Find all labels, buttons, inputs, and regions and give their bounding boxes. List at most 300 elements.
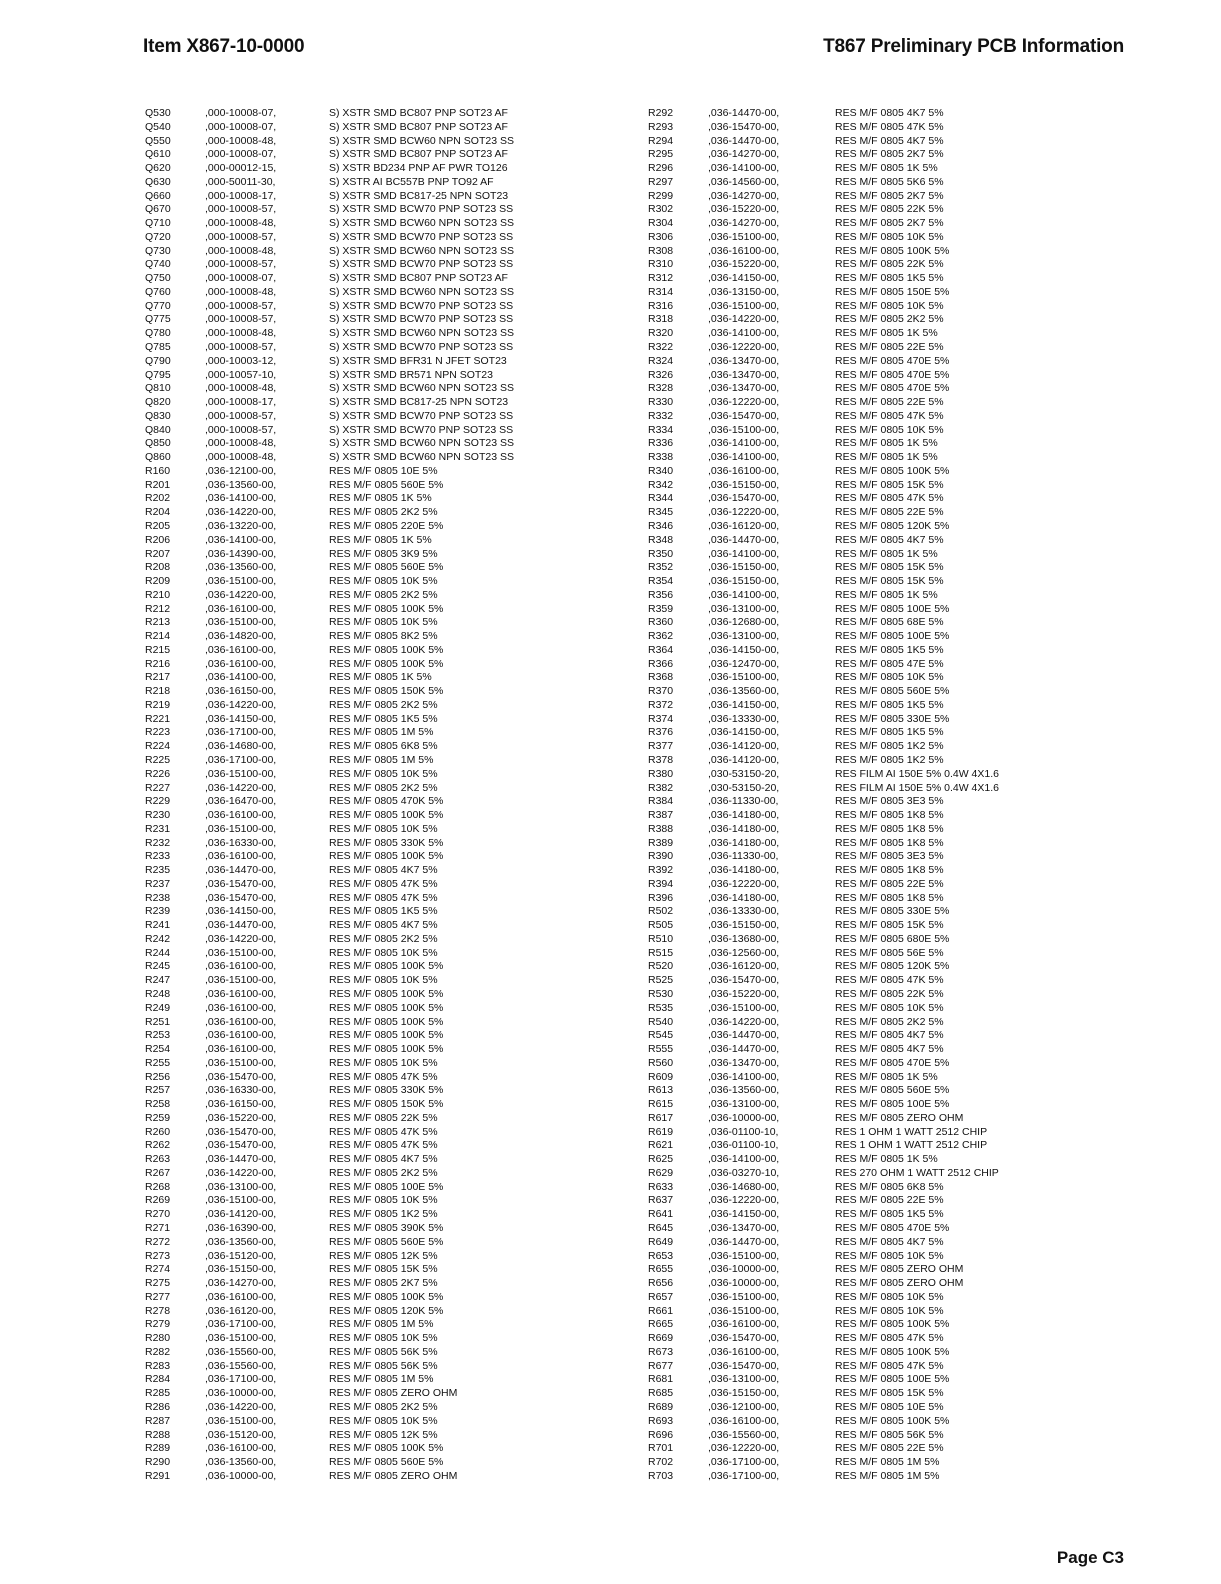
part-number: ,036-14180-00, [708,891,780,904]
part-number: ,036-14150-00, [708,698,780,711]
part-number: ,036-14120-00, [708,753,780,766]
part-row [648,754,1038,768]
part-number: ,036-14560-00, [708,175,780,188]
part-description: RES M/F 0805 2K2 5% [329,932,438,945]
part-row [145,520,565,534]
part-reference: R685 [648,1387,674,1400]
part-description: RES M/F 0805 3K9 5% [329,547,438,560]
part-row [648,740,1038,754]
part-description: RES M/F 0805 2K2 5% [329,1166,438,1179]
part-row [145,1084,565,1098]
part-number: ,036-15150-00, [708,1387,780,1400]
part-row [145,1126,565,1140]
part-reference: R502 [648,905,674,918]
part-reference: R394 [648,877,674,890]
part-description: RES M/F 0805 1K 5% [835,1070,938,1083]
part-number: ,036-14470-00, [708,533,780,546]
part-number: ,036-16100-00, [708,464,780,477]
part-row [145,1098,565,1112]
part-description: RES M/F 0805 1K 5% [835,588,938,601]
part-description: S) XSTR SMD BC807 PNP SOT23 AF [329,148,508,161]
part-reference: R348 [648,533,674,546]
part-number: ,036-10000-00, [708,1111,780,1124]
part-description: RES M/F 0805 10K 5% [329,1414,438,1427]
part-number: ,036-14470-00, [205,864,277,877]
part-description: RES M/F 0805 56K 5% [835,1428,944,1441]
part-reference: R248 [145,988,171,1000]
part-number: ,036-12220-00, [708,877,780,890]
part-reference: R280 [145,1332,171,1345]
part-row [145,1470,565,1484]
part-number: ,036-14470-00, [708,1043,780,1056]
part-description: RES M/F 0805 470E 5% [835,368,950,381]
part-number: ,036-15100-00, [708,1001,780,1014]
part-reference: R615 [648,1098,674,1111]
part-row [145,1194,565,1208]
part-row [648,258,1038,272]
part-row [145,795,565,809]
part-number: ,036-16150-00, [205,1098,277,1111]
part-row [145,1167,565,1181]
part-number: ,036-12470-00, [708,657,780,670]
part-reference: Q550 [145,134,171,147]
part-description: RES M/F 0805 100K 5% [329,1290,444,1303]
part-row [145,479,565,493]
part-number: ,000-50011-30, [205,175,276,188]
part-reference: R555 [648,1043,674,1056]
part-description: RES M/F 0805 560E 5% [329,1456,444,1469]
part-row [145,327,565,341]
part-number: ,036-13560-00, [205,478,277,491]
part-number: ,036-16100-00, [205,643,277,656]
part-description: RES M/F 0805 47K 5% [835,974,944,987]
part-row [648,203,1038,217]
part-reference: R255 [145,1056,171,1069]
part-number: ,036-15100-00, [205,575,277,588]
part-reference: R515 [648,946,674,959]
part-description: RES 270 OHM 1 WATT 2512 CHIP [835,1166,999,1179]
part-description: RES M/F 0805 1K5 5% [835,643,944,656]
part-reference: Q760 [145,285,171,298]
part-description: RES FILM AI 150E 5% 0.4W 4X1.6 [835,781,999,794]
part-number: ,036-13560-00, [205,1235,277,1248]
part-description: RES M/F 0805 2K2 5% [835,313,944,326]
part-reference: R210 [145,588,171,601]
part-number: ,036-12100-00, [708,1400,780,1413]
part-description: RES M/F 0805 5K6 5% [835,175,944,188]
part-description: RES M/F 0805 ZERO OHM [329,1387,458,1400]
part-number: ,036-14150-00, [708,726,780,739]
part-description: RES M/F 0805 10E 5% [329,464,438,477]
part-number: ,036-14100-00, [708,327,780,340]
part-description: RES M/F 0805 100K 5% [329,1029,444,1042]
page-number: Page C3 [1056,1548,1124,1567]
part-number: ,036-14270-00, [708,148,780,161]
part-row [648,864,1038,878]
part-row [145,396,565,410]
part-row [648,960,1038,974]
part-reference: R207 [145,547,171,560]
part-reference: R230 [145,809,171,822]
part-reference: R271 [145,1222,171,1235]
part-row [145,121,565,135]
part-row [648,1470,1038,1484]
part-reference: R233 [145,850,171,863]
part-description: RES 1 OHM 1 WATT 2512 CHIP [835,1125,988,1138]
part-row [648,1236,1038,1250]
part-description: S) XSTR BD234 PNP AF PWR TO126 [329,162,508,175]
part-number: ,030-53150-20, [708,781,780,794]
part-row [145,809,565,823]
part-description: S) XSTR SMD BR571 NPN SOT23 [329,368,493,381]
part-row [648,575,1038,589]
part-row [145,1222,565,1236]
part-row [648,699,1038,713]
part-row [145,644,565,658]
part-number: ,000-10008-07, [205,120,277,133]
part-number: ,036-15470-00, [205,1139,277,1152]
part-description: RES M/F 0805 1M 5% [329,726,434,739]
part-reference: R372 [648,698,674,711]
part-description: RES M/F 0805 560E 5% [329,1235,444,1248]
part-description: RES M/F 0805 1K8 5% [835,822,944,835]
part-number: ,036-17100-00, [205,753,277,766]
part-number: ,000-10008-48, [205,451,277,464]
part-row [145,1236,565,1250]
part-number: ,036-11330-00, [708,795,779,808]
part-row [648,782,1038,796]
part-description: RES M/F 0805 3E3 5% [835,795,944,808]
part-reference: R241 [145,919,171,932]
part-reference: R540 [648,1015,674,1028]
part-description: RES M/F 0805 4K7 5% [835,134,944,147]
part-row [648,1084,1038,1098]
part-reference: R289 [145,1442,171,1455]
part-reference: Q795 [145,368,171,381]
part-description: RES M/F 0805 10K 5% [835,230,944,243]
part-description: RES M/F 0805 10K 5% [835,671,944,684]
part-reference: Q780 [145,327,171,340]
part-number: ,036-15150-00, [708,561,780,574]
part-row [145,1387,565,1401]
part-description: RES M/F 0805 22E 5% [835,341,944,354]
part-reference: R273 [145,1249,171,1262]
part-number: ,036-15100-00, [205,822,277,835]
part-reference: R328 [648,382,674,395]
part-reference: R689 [648,1400,674,1413]
part-number: ,036-14120-00, [205,1208,277,1221]
part-reference: R354 [648,575,674,588]
part-number: ,036-15560-00, [205,1359,277,1372]
part-description: RES M/F 0805 1K2 5% [835,753,944,766]
part-row [145,1002,565,1016]
part-description: RES M/F 0805 47K 5% [835,409,944,422]
part-reference: R352 [648,561,674,574]
part-description: RES M/F 0805 68E 5% [835,616,944,629]
part-reference: R389 [648,836,674,849]
part-reference: R370 [648,685,674,698]
part-reference: R270 [145,1208,171,1221]
part-number: ,036-12220-00, [708,1442,780,1455]
part-row [648,1318,1038,1332]
part-reference: R299 [648,189,674,202]
part-description: RES M/F 0805 1K8 5% [835,836,944,849]
part-reference: Q530 [145,107,171,119]
part-reference: R282 [145,1345,171,1358]
part-number: ,036-13100-00, [708,1098,780,1111]
part-row [145,190,565,204]
part-number: ,036-16100-00, [205,1001,277,1014]
part-row [145,960,565,974]
part-description: RES M/F 0805 10K 5% [329,1194,438,1207]
part-row [648,1360,1038,1374]
part-reference: R296 [648,162,674,175]
part-number: ,036-12100-00, [205,464,277,477]
part-number: ,036-12220-00, [708,396,780,409]
part-number: ,036-10000-00, [708,1263,780,1276]
part-description: S) XSTR SMD BCW70 PNP SOT23 SS [329,313,514,326]
part-number: ,036-15100-00, [205,1194,277,1207]
part-reference: Q810 [145,382,171,395]
part-description: RES M/F 0805 1K 5% [835,162,938,175]
part-description: RES M/F 0805 2K7 5% [835,148,944,161]
part-number: ,036-14470-00, [708,1029,780,1042]
part-reference: R223 [145,726,171,739]
part-row [145,988,565,1002]
part-reference: Q790 [145,354,171,367]
part-description: RES M/F 0805 100K 5% [329,960,444,973]
part-row [145,548,565,562]
part-row [648,795,1038,809]
part-reference: R661 [648,1304,674,1317]
part-description: RES M/F 0805 ZERO OHM [835,1263,964,1276]
part-number: ,036-14180-00, [708,809,780,822]
part-number: ,036-14270-00, [205,1277,277,1290]
part-reference: R374 [648,712,674,725]
part-reference: Q820 [145,396,171,409]
part-reference: R681 [648,1373,674,1386]
part-reference: R267 [145,1166,171,1179]
part-number: ,036-16120-00, [708,960,780,973]
part-description: RES M/F 0805 1K 5% [329,533,432,546]
part-reference: R350 [648,547,674,560]
part-number: ,000-10008-17, [205,396,277,409]
part-description: RES M/F 0805 47K 5% [835,1359,944,1372]
part-description: RES M/F 0805 100K 5% [329,602,444,615]
part-reference: R380 [648,767,674,780]
part-number: ,036-15100-00, [205,1332,277,1345]
part-row [648,1442,1038,1456]
part-description: RES M/F 0805 10K 5% [835,423,944,436]
part-row [145,754,565,768]
part-row [648,437,1038,451]
part-reference: R368 [648,671,674,684]
part-reference: R560 [648,1056,674,1069]
part-row [648,1029,1038,1043]
part-reference: R269 [145,1194,171,1207]
part-reference: R649 [648,1235,674,1248]
part-description: RES M/F 0805 10K 5% [835,1304,944,1317]
part-description: RES M/F 0805 560E 5% [835,1084,950,1097]
part-number: ,000-10008-48, [205,327,277,340]
part-number: ,036-16100-00, [205,657,277,670]
part-description: RES M/F 0805 1K8 5% [835,809,944,822]
part-description: S) XSTR SMD BC817-25 NPN SOT23 [329,189,509,202]
part-description: RES M/F 0805 390K 5% [329,1222,444,1235]
part-row [145,506,565,520]
part-number: ,036-14220-00, [205,588,277,601]
part-number: ,036-14220-00, [205,781,277,794]
part-description: RES M/F 0805 2K7 5% [835,189,944,202]
part-number: ,036-15470-00, [708,409,780,422]
part-reference: R204 [145,506,171,519]
part-reference: R302 [648,203,674,216]
part-reference: R260 [145,1125,171,1138]
part-row [145,107,565,121]
part-reference: R396 [648,891,674,904]
part-number: ,036-13220-00, [205,519,277,532]
part-reference: R510 [648,932,674,945]
part-description: RES M/F 0805 47K 5% [329,1125,438,1138]
part-description: RES M/F 0805 15K 5% [835,478,944,491]
part-reference: R235 [145,864,171,877]
part-row [648,190,1038,204]
part-description: RES M/F 0805 10K 5% [329,767,438,780]
part-description: RES M/F 0805 2K7 5% [835,217,944,230]
part-row [648,272,1038,286]
part-row [648,1208,1038,1222]
part-description: RES M/F 0805 100K 5% [329,1043,444,1056]
part-description: RES M/F 0805 100K 5% [835,1318,950,1331]
part-reference: R330 [648,396,674,409]
part-row [648,410,1038,424]
part-description: RES M/F 0805 1K5 5% [835,272,944,285]
part-row [145,905,565,919]
part-reference: R520 [648,960,674,973]
part-reference: R232 [145,836,171,849]
part-number: ,036-14270-00, [708,189,780,202]
part-row [145,1250,565,1264]
part-reference: R212 [145,602,171,615]
part-number: ,036-15100-00, [708,1290,780,1303]
part-number: ,036-17100-00, [205,1318,277,1331]
part-number: ,036-16100-00, [205,988,277,1000]
part-description: S) XSTR SMD BCW70 PNP SOT23 SS [329,203,514,216]
part-reference: Q850 [145,437,171,450]
part-row [145,437,565,451]
part-row [145,1016,565,1030]
part-description: RES M/F 0805 560E 5% [835,685,950,698]
part-description: RES M/F 0805 4K7 5% [835,533,944,546]
part-row [648,479,1038,493]
part-description: RES M/F 0805 100E 5% [835,602,950,615]
part-number: ,000-10003-12, [205,354,277,367]
part-reference: R673 [648,1345,674,1358]
part-row [145,837,565,851]
part-number: ,036-16470-00, [205,795,277,808]
part-number: ,000-10008-57, [205,258,277,271]
part-number: ,036-15100-00, [708,1304,780,1317]
part-description: RES M/F 0805 15K 5% [835,575,944,588]
part-number: ,036-14470-00, [205,919,277,932]
part-row [145,424,565,438]
part-description: RES M/F 0805 10K 5% [329,1056,438,1069]
part-reference: R254 [145,1043,171,1056]
part-description: RES M/F 0805 100K 5% [329,1442,444,1455]
part-reference: R225 [145,753,171,766]
part-row [648,658,1038,672]
part-reference: R625 [648,1153,674,1166]
part-description: S) XSTR SMD BFR31 N JFET SOT23 [329,354,507,367]
part-reference: R320 [648,327,674,340]
part-row [648,245,1038,259]
part-row [145,768,565,782]
part-reference: R388 [648,822,674,835]
part-description: RES M/F 0805 10K 5% [329,822,438,835]
part-description: RES M/F 0805 100K 5% [835,464,950,477]
part-description: RES M/F 0805 1K 5% [329,671,432,684]
part-row [648,1139,1038,1153]
part-row [145,933,565,947]
part-number: ,000-10008-57, [205,299,277,312]
part-row [145,245,565,259]
part-description: RES M/F 0805 1K 5% [329,492,432,505]
part-number: ,000-10008-07, [205,148,277,161]
part-row [648,1167,1038,1181]
part-description: RES M/F 0805 22E 5% [835,506,944,519]
part-reference: Q775 [145,313,171,326]
part-reference: R293 [648,120,674,133]
part-reference: R665 [648,1318,674,1331]
part-reference: R356 [648,588,674,601]
part-reference: Q860 [145,451,171,464]
part-reference: R609 [648,1070,674,1083]
part-reference: R621 [648,1139,674,1152]
part-number: ,036-16100-00, [708,244,780,257]
part-description: RES M/F 0805 1K5 5% [835,1208,944,1221]
part-number: ,036-17100-00, [205,1373,277,1386]
part-row [145,616,565,630]
part-reference: R656 [648,1277,674,1290]
part-description: RES M/F 0805 4K7 5% [329,864,438,877]
part-number: ,000-10008-57, [205,341,277,354]
part-row [145,1305,565,1319]
part-description: RES M/F 0805 22E 5% [835,396,944,409]
part-reference: Q785 [145,341,171,354]
part-reference: R535 [648,1001,674,1014]
part-number: ,036-15470-00, [708,974,780,987]
part-row [648,382,1038,396]
part-row [145,1318,565,1332]
part-description: RES M/F 0805 330E 5% [835,905,950,918]
part-description: RES M/F 0805 22K 5% [835,988,944,1000]
part-number: ,036-15100-00, [205,767,277,780]
part-reference: R326 [648,368,674,381]
part-reference: R219 [145,698,171,711]
part-number: ,036-10000-00, [708,1277,780,1290]
part-row [145,1057,565,1071]
part-row [648,823,1038,837]
part-number: ,036-11330-00, [708,850,779,863]
part-reference: R702 [648,1456,674,1469]
part-reference: R287 [145,1414,171,1427]
part-reference: R637 [648,1194,674,1207]
part-row [145,1360,565,1374]
part-description: RES M/F 0805 10K 5% [329,974,438,987]
part-reference: R274 [145,1263,171,1276]
part-reference: R545 [648,1029,674,1042]
part-row [648,300,1038,314]
